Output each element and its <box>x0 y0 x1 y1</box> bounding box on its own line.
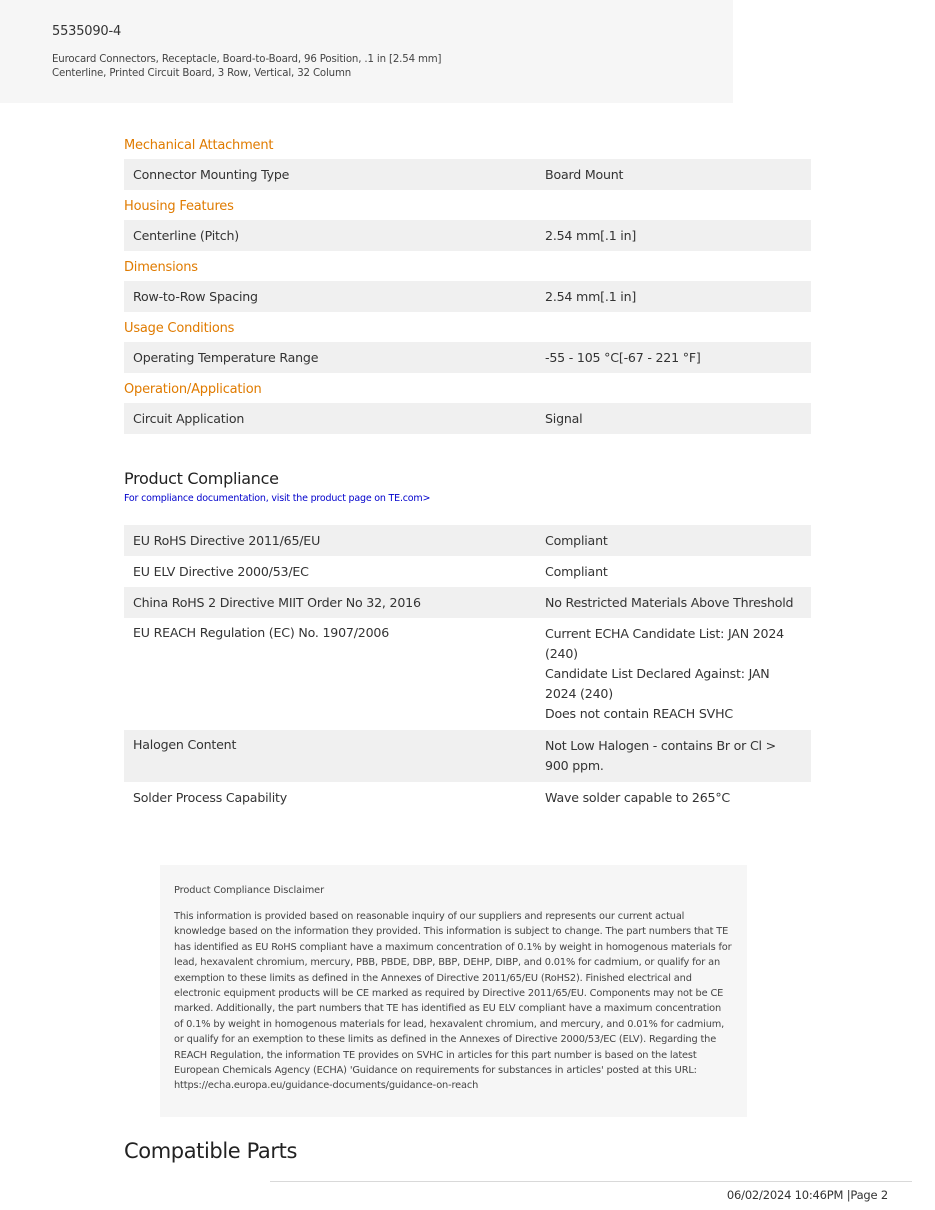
header-panel <box>0 0 733 103</box>
compliance-value: Compliant <box>545 564 608 579</box>
footer-date-page: 06/02/2024 10:46PM |Page 2 <box>726 1188 888 1202</box>
compliance-row-solder-process <box>124 782 811 813</box>
compliance-value: Not Low Halogen - contains Br or Cl > 900 ppm. <box>545 738 777 773</box>
part-description <box>52 53 492 80</box>
compliance-value <box>537 618 811 730</box>
part-number: 5535090-4 <box>52 24 122 39</box>
spec-label: Operating Temperature Range <box>133 350 319 365</box>
compliance-label: EU ELV Directive 2000/53/EC <box>133 564 309 579</box>
compliance-disclaimer-box <box>160 865 747 1117</box>
main-content <box>124 136 811 813</box>
section-title-usage-conditions: Usage Conditions <box>124 321 235 336</box>
compliance-label: EU RoHS Directive 2011/65/EU <box>133 533 321 548</box>
spec-value: Board Mount <box>545 167 624 182</box>
spec-label: Circuit Application <box>133 411 245 426</box>
reach-svhc-status: Does not contain REACH SVHC <box>545 706 733 721</box>
spec-row-connector-mounting-type <box>124 159 811 190</box>
compliance-row-eu-rohs <box>124 525 811 556</box>
spec-row-centerline-pitch <box>124 220 811 251</box>
section-title-housing-features: Housing Features <box>124 199 234 214</box>
section-title-dimensions: Dimensions <box>124 260 198 275</box>
product-compliance-heading: Product Compliance <box>124 469 279 488</box>
spec-label: Connector Mounting Type <box>133 167 290 182</box>
compliance-value: Compliant <box>545 533 608 548</box>
section-title-operation-application: Operation/Application <box>124 382 262 397</box>
spec-value: Signal <box>545 411 583 426</box>
compliance-value: No Restricted Materials Above Threshold <box>545 595 794 610</box>
spec-row-row-to-row-spacing <box>124 281 811 312</box>
compliance-row-halogen-content <box>124 730 811 782</box>
compliance-value: Wave solder capable to 265°C <box>545 790 731 805</box>
spec-label: Row-to-Row Spacing <box>133 289 258 304</box>
spec-label: Centerline (Pitch) <box>133 228 240 243</box>
disclaimer-title: Product Compliance Disclaimer <box>174 885 324 896</box>
compliance-row-eu-elv <box>124 556 811 587</box>
compliance-label: Halogen Content <box>133 737 237 752</box>
description-line-2: Centerline, Printed Circuit Board, 3 Row, Vertical, 32 Column <box>52 67 352 79</box>
compliance-row-eu-reach <box>124 618 811 730</box>
compliance-row-china-rohs <box>124 587 811 618</box>
compliance-label: Solder Process Capability <box>133 790 288 805</box>
disclaimer-text: This information is provided based on reasonable inquiry of our suppliers and represents our current actual knowledge based on the information they provided. This information is subject to change. The part numbers that TE has identified as EU RoHS compliant have a maximum concentration of 0.1% by weight in homogenous materials for lead, hexavalent chromium, mercury, PBB, PBDE, DBP, BBP, DEHP, DIBP, and 0.01% for cadmium, or qualify for an exemption to these limits as defined in the Annexes of Directive 2011/65/EU (RoHS2). Finished electrical and electronic equipment products will be CE marked as required by Directive 2011/65/EU. Components may not be CE marked. Additionally, the part numbers that TE has identified as EU ELV compliant have a maximum concentration of 0.1% by weight in homogenous materials for lead, hexavalent chromium, and mercury, and 0.01% for cadmium, or qualify for an exemption to these limits as defined in the Annexes of Directive 2000/53/EC (ELV). Regarding the REACH Regulation, the information TE provides on SVHC in articles for this part number is based on the latest European Chemicals Agency (ECHA) 'Guidance on requirements for substances in articles' posted at this URL: https://echa.europa.eu/guidance-documents/guidance-on-reach <box>174 911 732 1092</box>
reach-candidate-list: Current ECHA Candidate List: JAN 2024 (240) <box>545 626 784 661</box>
spec-value: 2.54 mm[.1 in] <box>545 289 637 304</box>
compliance-table <box>124 525 811 813</box>
spec-value: -55 - 105 °C[-67 - 221 °F] <box>545 350 701 365</box>
compliance-label: China RoHS 2 Directive MIIT Order No 32, 2016 <box>133 595 421 610</box>
compliance-documentation-link[interactable]: For compliance documentation, visit the product page on TE.com> <box>124 493 431 504</box>
reach-declared-against: Candidate List Declared Against: JAN 2024 (240) <box>545 666 770 701</box>
spec-value: 2.54 mm[.1 in] <box>545 228 637 243</box>
description-line-1: Eurocard Connectors, Receptacle, Board-to-Board, 96 Position, .1 in [2.54 mm] <box>52 54 442 65</box>
spec-row-operating-temperature-range <box>124 342 811 373</box>
footer-divider <box>270 1181 912 1182</box>
compatible-parts-heading: Compatible Parts <box>124 1139 297 1163</box>
spec-row-circuit-application <box>124 403 811 434</box>
section-title-mechanical-attachment: Mechanical Attachment <box>124 138 274 153</box>
compliance-label: EU REACH Regulation (EC) No. 1907/2006 <box>133 625 390 640</box>
